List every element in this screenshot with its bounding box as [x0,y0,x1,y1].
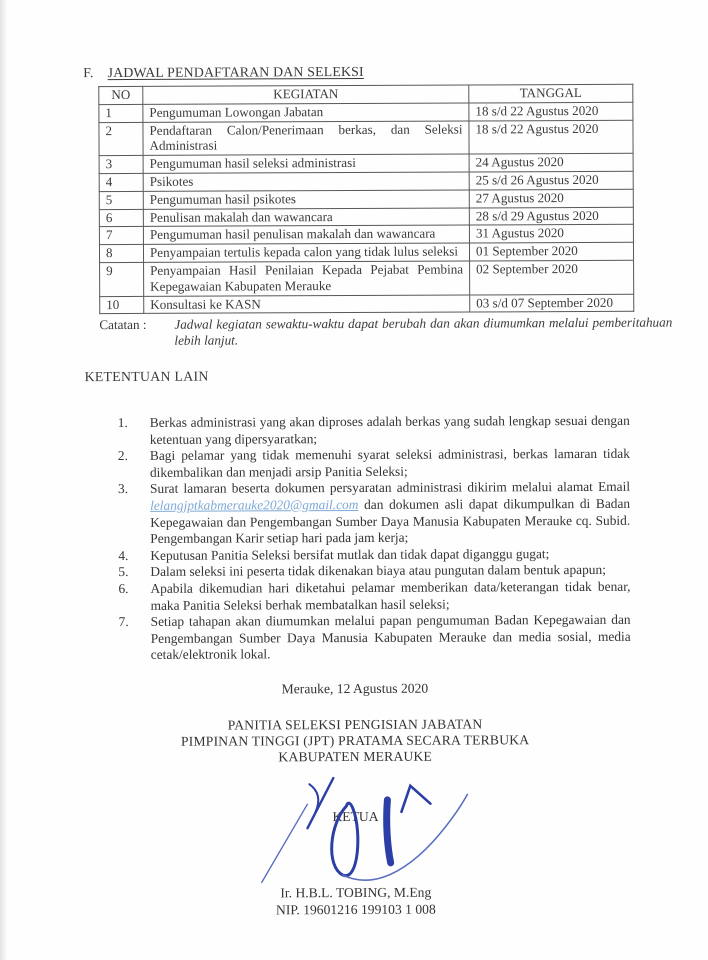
item-number: 2. [117,448,128,464]
closing-section [1,679,708,919]
row-tanggal: 18 s/d 22 Agustus 2020 [469,102,633,121]
list-item [118,413,630,448]
schedule-note [99,315,672,349]
row-no: 4 [99,173,143,191]
row-kegiatan: Pengumuman hasil psikotes [143,190,469,209]
list-item [118,579,630,614]
section-title: JADWAL PENDAFTARAN DAN SELEKSI [107,63,364,81]
row-kegiatan: Pengumuman Lowongan Jabatan [143,103,469,122]
note-label: Catatan : [99,317,147,333]
table-row [99,207,633,227]
row-kegiatan: Psikotes [143,172,469,191]
row-kegiatan: Pengumuman hasil seleksi administrasi [143,154,469,173]
signatory-block [2,884,708,920]
table-row [99,153,633,173]
table-row [99,171,633,191]
row-no: 3 [99,156,143,174]
ketentuan-heading: KETENTUAN LAIN [84,368,209,385]
item-number: 4. [118,547,129,563]
row-no: 7 [99,227,143,245]
row-tanggal: 02 September 2020 [470,260,634,294]
item-text-after: dan dokumen asli dapat dikumpulkan di Badan Kepegawaian dan Pengembangan Sumber Daya Manusia Kabupaten Merauke cq. Subid. Pengembangan Karir setiap hari pada jam kerja; [150,495,631,547]
schedule-section [83,63,674,350]
item-text [150,479,630,547]
table-row [99,189,633,209]
item-text: Dalam seleksi ini peserta tidak dikenakan biaya atau pungutan dalam bentuk apapun; [150,562,606,580]
item-number: 7. [118,614,129,630]
item-text: Berkas administrasi yang akan diproses adalah berkas yang sudah lengkap sesuai dengan ketentuan yang dipersyaratkan; [149,412,630,447]
header-tanggal: TANGGAL [469,84,633,103]
row-kegiatan: Penyampaian Hasil Penilaian Kepada Pejabat Pembina Kepegawaian Kabupaten Merauke [144,261,470,296]
signatory-name: Ir. H.B.L. TOBING, M.Eng [280,885,432,901]
item-text: Setiap tahapan akan diumumkan melalui papan pengumuman Badan Kepegawaian dan Pengembangan Sumber Daya Manusia Kabupaten Merauke dan media sosial, media cetak/elektronik lokal. [150,611,631,663]
header-kegiatan: KEGIATAN [143,85,469,104]
item-text: Keputusan Panitia Seleksi bersifat mutlak dan tidak dapat diganggu gugat; [150,545,550,563]
row-kegiatan: Penyampaian tertulis kepada calon yang tidak lulus seleksi [143,243,469,262]
row-tanggal: 01 September 2020 [469,242,633,261]
item-number: 6. [118,580,129,596]
item-text-before: Surat lamaran beserta dokumen persyaratan administrasi dikirim melalui alamat Email [150,479,631,497]
row-tanggal: 27 Agustus 2020 [469,189,633,208]
row-tanggal: 18 s/d 22 Agustus 2020 [469,120,633,154]
email-link[interactable]: lelangjptkabmerauke2020@gmail.com [150,496,359,513]
note-text: Jadwal kegiatan sewaktu-waktu dapat berubah dan akan diumumkan melalui pemberitahuan lebih lanjut. [174,314,673,349]
list-item [118,479,630,548]
ketua-label: KETUA [332,809,379,825]
header-no: NO [99,86,143,104]
section-letter: F. [83,65,94,81]
table-row [99,225,633,245]
handwritten-signature [249,769,472,890]
row-no: 2 [99,122,143,156]
table-header-row [99,84,633,104]
table-row [99,242,633,262]
table-row [100,294,634,314]
row-no: 6 [99,209,143,227]
item-number: 5. [118,564,129,580]
item-text: Apabila dikemudian hari diketahui pelamar memberikan data/keterangan tidak benar, maka Panitia Seleksi berhak membatalkan hasil seleksi; [150,578,631,613]
committee-title [1,715,708,765]
table-row [100,260,634,296]
row-tanggal: 28 s/d 29 Agustus 2020 [469,207,633,226]
table-row [99,120,633,156]
signatory-nip: NIP. 19601216 199103 1 008 [275,901,436,918]
ketentuan-list [85,413,631,664]
item-text: Bagi pelamar yang tidak memenuhi syarat seleksi administrasi, berkas lamaran tidak dikembalikan dan menjadi arsip Panitia Seleksi; [149,445,630,480]
row-tanggal: 24 Agustus 2020 [469,153,633,172]
place-date: Merauke, 12 Agustus 2020 [281,680,429,697]
row-tanggal: 03 s/d 07 September 2020 [470,294,634,313]
table-row [99,102,633,122]
item-number: 3. [118,481,129,497]
ketentuan-section [85,367,631,664]
row-no: 8 [99,245,143,263]
list-item [118,446,630,481]
committee-line: KABUPATEN MERAUKE [278,748,433,764]
item-number: 1. [117,414,128,431]
schedule-table [98,84,634,315]
row-no: 5 [99,191,143,209]
row-no: 9 [100,262,144,296]
row-tanggal: 25 s/d 26 Agustus 2020 [469,171,633,190]
schedule-heading [83,63,673,82]
row-no: 10 [100,296,144,314]
row-kegiatan: Penulisan makalah dan wawancara [143,208,469,227]
committee-line: PANITIA SELEKSI PENGISIAN JABATAN [227,716,483,733]
row-no: 1 [99,104,143,122]
row-kegiatan: Pengumuman hasil penulisan makalah dan wawancara [143,225,469,244]
row-tanggal: 31 Agustus 2020 [469,225,633,244]
row-kegiatan: Konsultasi ke KASN [144,295,470,314]
row-kegiatan: Pendaftaran Calon/Penerimaan berkas, dan Seleksi Administrasi [143,121,469,156]
list-item [119,612,631,664]
committee-line: PIMPINAN TINGGI (JPT) PRATAMA SECARA TERBUKA [180,732,530,749]
